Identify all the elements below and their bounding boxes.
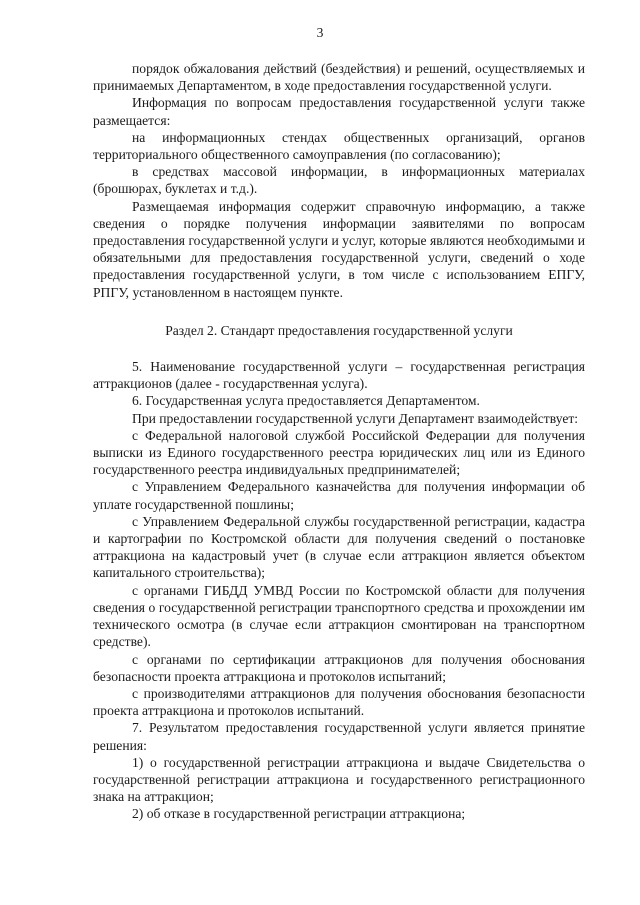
paragraph-manufacturers: с производителями аттракционов для получения обоснования безопасности проекта аттракциона и протоколов испытаний. (93, 685, 585, 719)
paragraph-service-provider: 6. Государственная услуга предоставляется Департаментом. (132, 393, 480, 409)
paragraph-certification-bodies: с органами по сертификации аттракционов для получения обоснования безопасности проекта аттракциона и протоколов испытаний; (93, 651, 585, 684)
paragraph-mass-media: в средствах массовой информации, в информационных материалах (брошюрах, буклетах и т.д.). (93, 164, 585, 197)
paragraph-tax-service: с Федеральной налоговой службой Российской Федерации для получения выписки из Единого государственного реестра юридических лиц или из Единого государственного реестра индивидуальных предпринимателей; (93, 427, 585, 478)
paragraph-treasury: с Управлением Федерального казначейства для получения информации об уплате государственной пошлины; (93, 479, 585, 512)
paragraph-result-refusal: 2) об отказе в государственной регистрации аттракциона; (132, 806, 466, 822)
paragraph-appeal-procedure: порядок обжалования действий (бездействия) и решений, осуществляемых и принимаемых Департаментом, в ходе предоставления государственной услуги. (93, 61, 585, 94)
paragraph-rosreestr: с Управлением Федеральной службы государственной регистрации, кадастра и картографии по Костромской области для получения сведений о постановке аттракциона на кадастровый учет (в случае если аттракцион является объектом капитального строительства); (93, 513, 585, 581)
paragraph-reference-info: Размещаемая информация содержит справочную информацию, а также сведения о порядке получения информации заявителями по вопросам предоставления государственной услуги и услуг, которые являются необходимыми и обязательными для предоставления государственной услуги, сведений о ходе предоставления государственной услуги, в том числе с использованием ЕПГУ, РПГУ, установленном в настоящем пункте. (93, 198, 585, 300)
paragraph-info-placement: Информация по вопросам предоставления государственной услуги также размещается: (93, 95, 585, 128)
section-heading: Раздел 2. Стандарт предоставления государственной услуги (165, 322, 513, 338)
paragraph-service-name: 5. Наименование государственной услуги – государственная регистрация аттракционов (далее - государственная услуга). (93, 359, 585, 392)
page-number: 3 (316, 25, 324, 40)
paragraph-interaction-intro: При предоставлении государственной услуги Департамент взаимодействует: (132, 410, 579, 426)
paragraph-gibdd: с органами ГИБДД УМВД России по Костромской области для получения сведения о государственной регистрации транспортного средства и прохождении им технического осмотра (в случае если аттракцион смонтирован на транспортном средстве). (93, 582, 585, 650)
paragraph-result-registration: 1) о государственной регистрации аттракциона и выдаче Свидетельства о государственной регистрации аттракциона и государственного регистрационного знака на аттракцион; (93, 754, 585, 805)
document-body (93, 60, 585, 823)
paragraph-service-result: 7. Результатом предоставления государственной услуги является принятие решения: (93, 720, 585, 753)
paragraph-info-stands: на информационных стендах общественных организаций, органов территориального общественного самоуправления (по согласованию); (93, 129, 585, 163)
